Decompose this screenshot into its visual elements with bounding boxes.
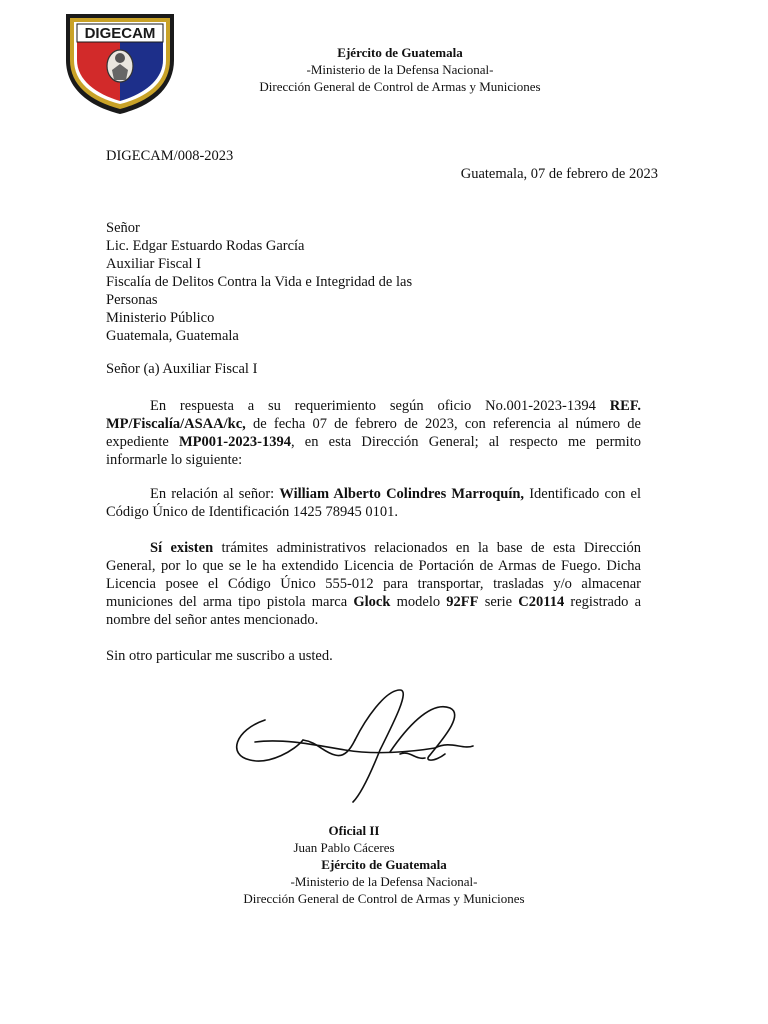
header-line-1: Ejército de Guatemala <box>337 45 463 60</box>
handwritten-signature <box>225 680 485 810</box>
recipient-institution: Ministerio Público <box>106 310 215 326</box>
paragraph-response: En respuesta a su requerimiento según oficio No.001-2023-1394 REF. MP/Fiscalía/ASAA/kc, de fecha 07 de febrero de 2023, con referencia al número de expediente MP001-2023-1394, en esta Dirección General; al respecto me permito informarle lo siguiente: <box>106 398 641 468</box>
signature-block <box>184 822 584 907</box>
paragraph-license: Sí existen trámites administrativos relacionados en la base de esta Dirección General, por lo que se le ha extendido Licencia de Portación de Armas de Fuego. Dicha Licencia posee el Código Único 555-012 para transportar, trasladas y/o almacenar municiones del arma tipo pistola marca Glock modelo 92FF serie C20114 registrado a nombre del señor antes mencionado. <box>106 540 642 628</box>
date-line: Guatemala, 07 de febrero de 2023 <box>460 166 658 182</box>
recipient-title: Auxiliar Fiscal I <box>106 256 202 272</box>
signer-rank: Oficial II <box>328 823 380 838</box>
signer-org-3: Dirección General de Control de Armas y Municiones <box>243 891 525 906</box>
greeting: Señor (a) Auxiliar Fiscal I <box>106 361 258 377</box>
svg-text:DIGECAM: DIGECAM <box>84 25 156 42</box>
recipient-name: Lic. Edgar Estuardo Rodas García <box>106 238 305 254</box>
recipient-block <box>106 219 466 345</box>
closing-line: Sin otro particular me suscribo a usted. <box>106 648 333 664</box>
header-line-3: Dirección General de Control de Armas y Municiones <box>259 79 541 94</box>
signer-org-1: Ejército de Guatemala <box>321 857 447 872</box>
digecam-logo <box>60 8 180 118</box>
recipient-city: Guatemala, Guatemala <box>106 328 239 344</box>
signer-name: Juan Pablo Cáceres <box>293 840 395 855</box>
paragraph-subject: En relación al señor: William Alberto Colindres Marroquín, Identificado con el Código Único de Identificación 1425 78945 0101. <box>106 486 642 520</box>
recipient-office-1: Fiscalía de Delitos Contra la Vida e Integridad de las <box>106 274 413 290</box>
header-line-2: -Ministerio de la Defensa Nacional- <box>306 62 494 77</box>
recipient-office-2: Personas <box>106 292 158 308</box>
signer-org-2: -Ministerio de la Defensa Nacional- <box>290 874 478 889</box>
recipient-salutation: Señor <box>106 220 140 236</box>
reference-number: DIGECAM/008-2023 <box>106 148 234 164</box>
